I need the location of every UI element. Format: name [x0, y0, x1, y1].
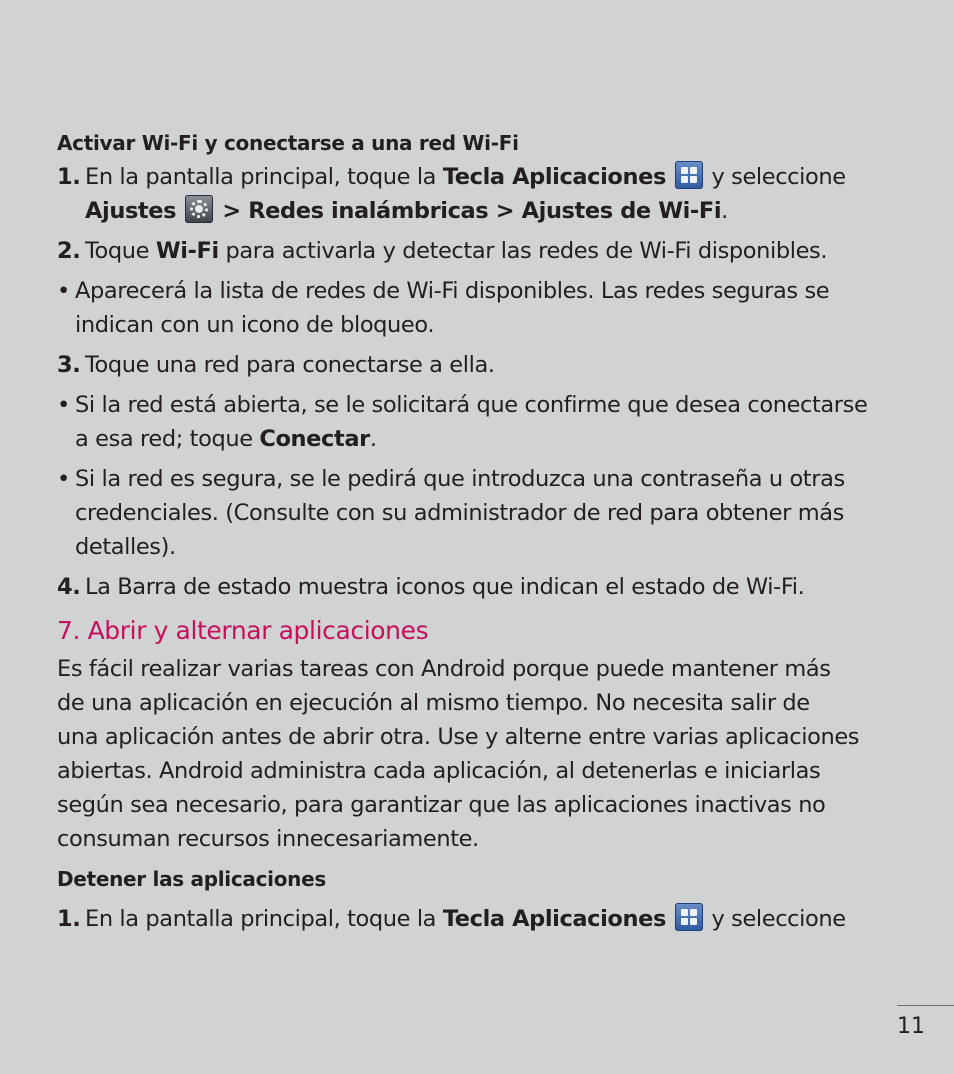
bullet-text: Si la red está abierta, se le solicitará que confirme que desea conectarse — [75, 392, 868, 418]
bullet-3-line-3: detalles). — [75, 534, 176, 560]
paragraph-line: según sea necesario, para garantizar que las aplicaciones inactivas no — [57, 792, 826, 818]
ajustes-label: Ajustes — [85, 198, 177, 224]
apps-key-label: Tecla Aplicaciones — [442, 906, 666, 932]
step-text: y seleccione — [704, 164, 846, 190]
page-number-rule — [897, 1005, 954, 1006]
bullet-mark: • — [57, 392, 70, 418]
step-2 — [57, 234, 897, 268]
step-text: Toque — [85, 238, 156, 264]
step-number: 4. — [57, 574, 81, 600]
conectar-label: Conectar — [259, 426, 370, 452]
bullet-3-line-2: credenciales. (Consulte con su administrador de red para obtener más — [75, 500, 844, 526]
bullet-mark: • — [57, 466, 70, 492]
step-number: 3. — [57, 352, 81, 378]
paragraph-line: de una aplicación en ejecución al mismo tiempo. No necesita salir de — [57, 690, 810, 716]
bullet-2-line-1 — [57, 388, 897, 422]
step-text: y seleccione — [704, 906, 846, 932]
bullet-text: . — [369, 426, 377, 452]
stop-step-1 — [57, 902, 897, 936]
bullet-text: Aparecerá la lista de redes de Wi-Fi disponibles. Las redes seguras se — [75, 278, 830, 304]
paragraph-line: consuman recursos innecesariamente. — [57, 826, 479, 852]
bullet-1-line-2: indican con un icono de bloqueo. — [75, 312, 435, 338]
step-4 — [57, 570, 897, 604]
apps-key-label: Tecla Aplicaciones — [442, 164, 666, 190]
settings-gear-icon — [185, 195, 213, 223]
step-1-line-2 — [57, 194, 897, 228]
paragraph-line: una aplicación antes de abrir otra. Use y alterne entre varias aplicaciones — [57, 724, 860, 750]
section-title: 7. Abrir y alternar aplicaciones — [57, 616, 429, 645]
step-text: En la pantalla principal, toque la — [85, 164, 443, 190]
bullet-text: a esa red; toque — [75, 426, 260, 452]
step-text: Toque una red para conectarse a ella. — [85, 352, 495, 378]
paragraph-line: Es fácil realizar varias tareas con Android porque puede mantener más — [57, 656, 831, 682]
wifi-label: Wi-Fi — [155, 238, 219, 264]
manual-page — [57, 126, 897, 936]
settings-path: > Redes inalámbricas > Ajustes de Wi-Fi — [214, 198, 722, 224]
apps-grid-icon — [675, 161, 703, 189]
step-text: La Barra de estado muestra iconos que indican el estado de Wi-Fi. — [85, 574, 805, 600]
step-number: 1. — [57, 906, 81, 932]
heading-wifi: Activar Wi-Fi y conectarse a una red Wi-Fi — [57, 131, 519, 155]
page-number: 11 — [897, 1014, 925, 1039]
step-text: En la pantalla principal, toque la — [85, 906, 443, 932]
bullet-1-line-1 — [57, 274, 897, 308]
bullet-text: Si la red es segura, se le pedirá que introduzca una contraseña u otras — [75, 466, 845, 492]
step-text: para activarla y detectar las redes de Wi-Fi disponibles. — [218, 238, 828, 264]
apps-grid-icon — [675, 903, 703, 931]
step-number: 2. — [57, 238, 81, 264]
step-1-line-1 — [57, 160, 897, 194]
bullet-2-line-2 — [57, 422, 897, 456]
heading-stop-apps: Detener las aplicaciones — [57, 867, 326, 891]
step-number: 1. — [57, 164, 81, 190]
paragraph-line: abiertas. Android administra cada aplicación, al detenerlas e iniciarlas — [57, 758, 821, 784]
bullet-mark: • — [57, 278, 70, 304]
step-3 — [57, 348, 897, 382]
step-text: . — [721, 198, 728, 224]
bullet-3-line-1 — [57, 462, 897, 496]
